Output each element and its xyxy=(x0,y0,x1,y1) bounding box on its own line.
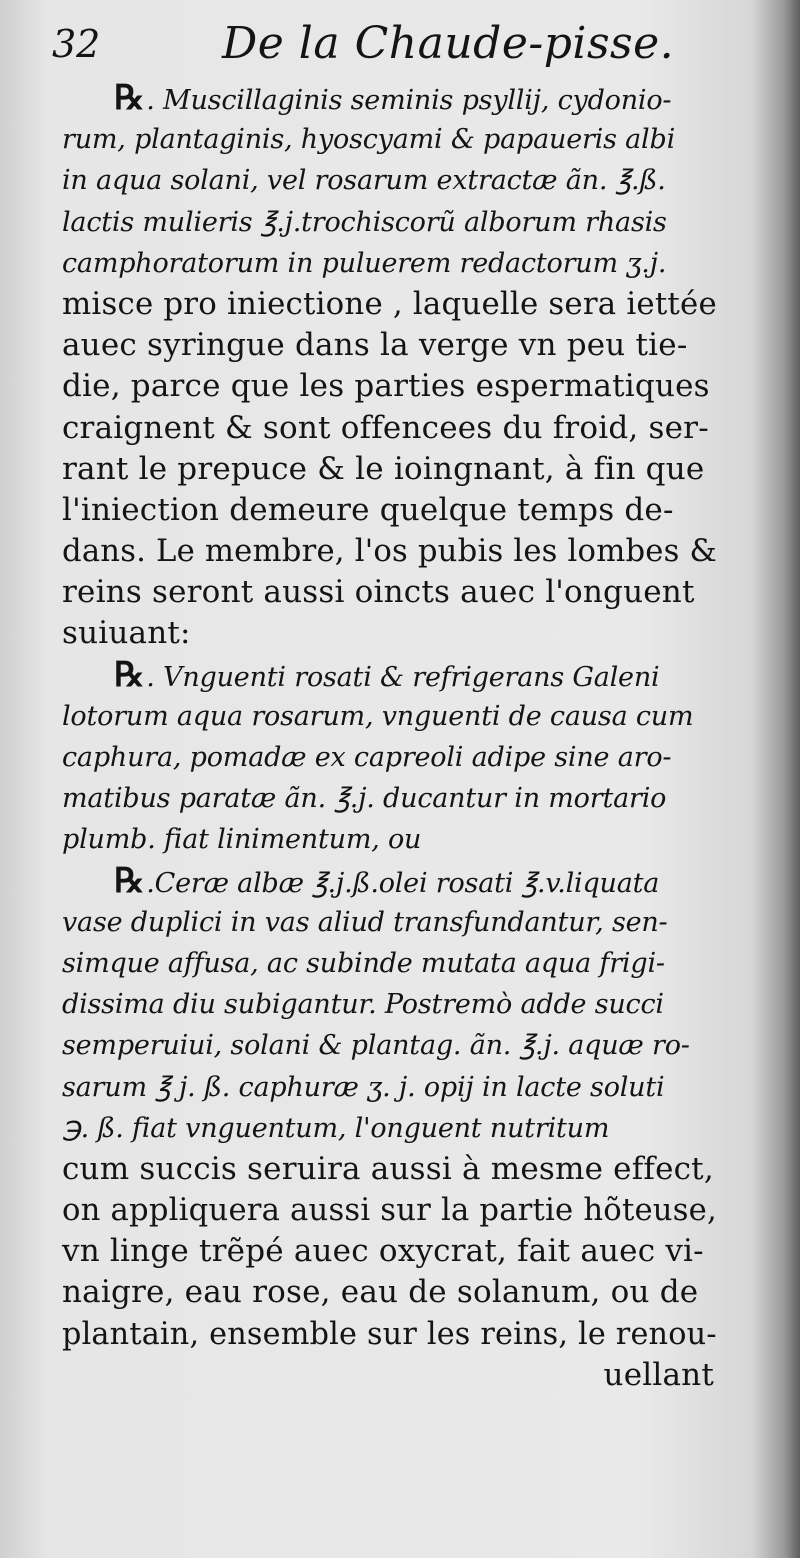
text-line-content: on appliquera aussi sur la partie hõteuse, xyxy=(62,1192,717,1229)
text-line-content: auec syringue dans la verge vn peu tie- xyxy=(62,327,688,364)
text-line-content: cum succis seruira aussi à mesme effect, xyxy=(62,1150,714,1187)
text-line xyxy=(62,1272,722,1313)
text-line xyxy=(62,490,722,531)
text-line-content: reins seront aussi oincts auec l'onguent xyxy=(62,574,695,611)
text-line xyxy=(62,778,722,819)
text-line xyxy=(62,119,722,160)
text-line-content: lactis mulieris ℥.j.trochiscorũ alborum rhasis xyxy=(62,206,667,238)
text-line xyxy=(62,243,722,284)
text-line xyxy=(62,655,722,696)
text-line xyxy=(62,1067,722,1108)
text-line-content: . Muscillaginis seminis psyllij, cydonio- xyxy=(146,85,672,116)
text-line-content: uellant xyxy=(603,1356,714,1393)
text-line xyxy=(62,366,722,407)
text-line xyxy=(62,202,722,243)
text-line-content: vase duplici in vas aliud transfundantur, sen- xyxy=(62,906,668,938)
text-line-content: caphura, pomadæ ex capreoli adipe sine aro- xyxy=(62,742,672,773)
text-line xyxy=(62,284,718,325)
text-line-content: rant le prepuce & le ioingnant, à fin que xyxy=(62,450,705,487)
text-line xyxy=(62,1355,722,1396)
text-line-content: dans. Le membre, l'os pubis les lombes & xyxy=(62,533,718,570)
text-line-content: plumb. fiat linimentum, ou xyxy=(62,824,422,856)
text-line xyxy=(62,1149,722,1190)
recipe-symbol: ℞ xyxy=(114,78,145,118)
text-line-content: die, parce que les parties espermatiques xyxy=(62,368,710,405)
running-title: De la Chaude-pisse. xyxy=(222,18,675,69)
text-line xyxy=(62,1231,722,1272)
text-line-content: simque affusa, ac subinde mutata aqua frigi- xyxy=(62,947,665,979)
text-line xyxy=(62,325,722,366)
text-line-content: suiuant: xyxy=(62,615,191,652)
text-line-content: lotorum aqua rosarum, vnguenti de causa cum xyxy=(62,700,694,732)
text-line xyxy=(62,902,722,943)
text-line-content: sarum ℥ j. ß. caphuræ ʒ. j. opij in lacte soluti xyxy=(62,1071,665,1103)
text-line-content: rum, plantaginis, hyoscyami & papaueris albi xyxy=(62,124,676,156)
text-line-content: semperuiui, solani & plantag. ãn. ℥.j. aquæ ro- xyxy=(62,1030,690,1062)
text-line xyxy=(62,943,722,984)
text-line-content: misce pro iniectione , laquelle sera iettée xyxy=(62,285,717,322)
text-line xyxy=(62,737,722,778)
page-body-text xyxy=(62,78,722,1396)
text-line xyxy=(62,78,722,119)
text-line xyxy=(62,449,722,490)
text-line xyxy=(62,696,722,737)
page-header xyxy=(52,14,752,74)
text-line xyxy=(62,408,722,449)
text-line-content: vn linge trẽpé auec oxycrat, fait auec vi- xyxy=(62,1233,704,1270)
text-line-content: naigre, eau rose, eau de solanum, ou de xyxy=(62,1274,699,1311)
page-number: 32 xyxy=(52,22,101,66)
text-line xyxy=(62,531,718,572)
text-line-content: . Vnguenti rosati & refrigerans Galeni xyxy=(146,661,660,693)
text-line xyxy=(62,1190,715,1231)
recipe-symbol: ℞ xyxy=(114,860,145,901)
text-line xyxy=(62,1025,722,1066)
text-line xyxy=(62,819,722,860)
text-line-content: plantain, ensemble sur les reins, le renou- xyxy=(62,1315,717,1352)
text-line xyxy=(62,572,722,613)
text-line xyxy=(62,984,722,1025)
text-line-content: matibus paratæ ãn. ℥.j. ducantur in mortario xyxy=(62,783,667,815)
text-line-content: dissima diu subigantur. Postremò adde succi xyxy=(62,989,664,1021)
recipe-symbol: ℞ xyxy=(114,654,145,695)
text-line-content: ℈. ß. fiat vnguentum, l'onguent nutritum xyxy=(62,1112,610,1144)
text-line-content: l'iniection demeure quelque temps de- xyxy=(62,491,674,528)
text-line xyxy=(62,613,722,654)
text-line xyxy=(62,160,722,201)
text-line-content: craignent & sont offencees du froid, ser- xyxy=(62,409,709,446)
text-line xyxy=(62,1314,717,1355)
text-line xyxy=(62,1108,722,1149)
text-line-content: in aqua solani, vel rosarum extractæ ãn. ℥.ß. xyxy=(62,165,666,197)
text-line xyxy=(62,861,722,902)
text-line-content: camphoratorum in puluerem redactorum ʒ.j. xyxy=(62,247,667,279)
text-line-content: .Ceræ albæ ℥.j.ß.olei rosati ℥.v.liquata xyxy=(146,867,660,899)
